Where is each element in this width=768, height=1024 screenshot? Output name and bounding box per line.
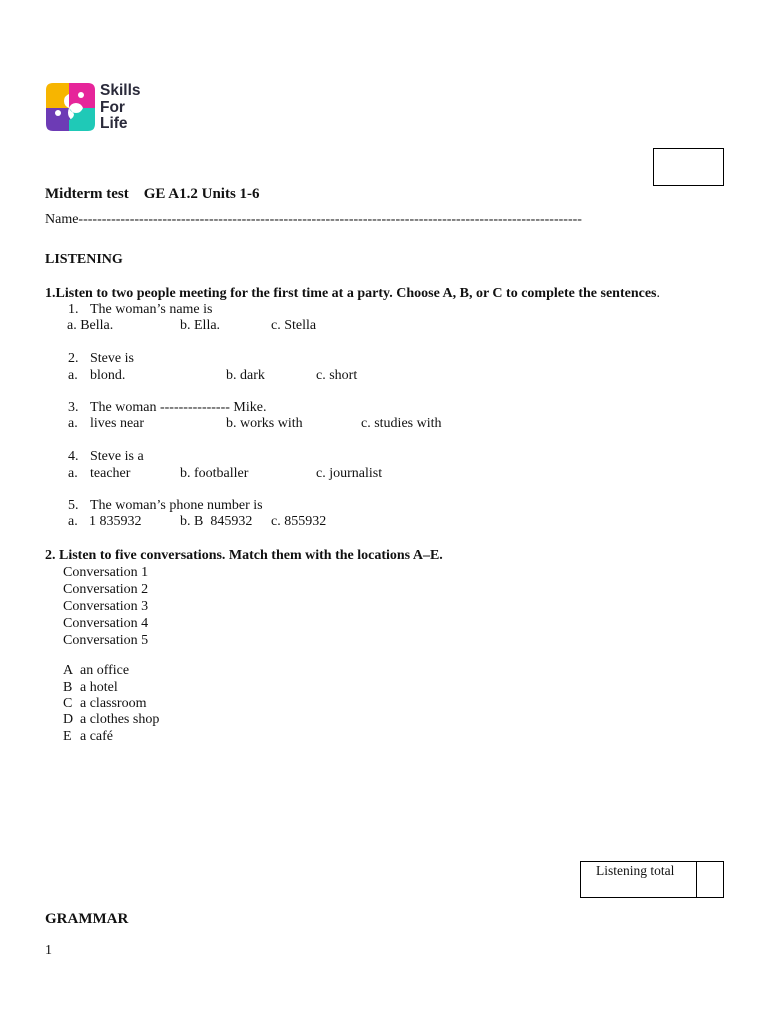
logo-dot [55, 110, 61, 116]
question-number: 5. [68, 498, 79, 513]
logo-dot [78, 92, 84, 98]
option-a: a. Bella. [67, 318, 114, 333]
task1-instruction [45, 287, 660, 301]
question-stem: Steve is a [90, 449, 144, 464]
question-number: 1. [68, 302, 79, 317]
question-stem: The woman’s phone number is [90, 498, 263, 513]
option-c: c. 855932 [271, 514, 327, 529]
logo-word-skills: Skills [100, 82, 141, 99]
score-box[interactable] [653, 148, 724, 186]
test-title: Midterm test GE A1.2 Units 1-6 [45, 186, 260, 202]
logo-yellow-piece [46, 83, 69, 108]
option-a: lives near [90, 416, 145, 431]
option-a-letter: a. [68, 466, 78, 481]
option-c: c. journalist [316, 466, 383, 481]
location-letter: E [63, 729, 72, 744]
listening-total-label: Listening total [596, 863, 675, 878]
question-number: 2. [68, 351, 79, 366]
option-c: c. Stella [271, 318, 317, 333]
option-a: teacher [90, 466, 131, 481]
name-line[interactable]: Name------------------------------------------------------------------------------------------------------------ [45, 212, 582, 227]
option-b: b. B 845932 [180, 514, 253, 529]
conversation-item: Conversation 2 [63, 582, 149, 597]
location-letter: A [63, 663, 74, 678]
grammar-heading: GRAMMAR [45, 911, 129, 927]
location-text: a clothes shop [80, 712, 160, 727]
logo-word-life: Life [100, 115, 128, 132]
conversation-item: Conversation 4 [63, 616, 149, 631]
task2-instruction: 2. Listen to five conversations. Match them with the locations A–E. [45, 548, 443, 563]
listening-heading: LISTENING [45, 252, 123, 267]
location-letter: D [63, 712, 74, 727]
option-a-letter: a. [68, 416, 78, 431]
logo-teal-piece [69, 108, 95, 131]
question-number: 3. [68, 400, 79, 415]
task1-instruction-text: 1.Listen to two people meeting for the first time at a party. Choose A, B, or C to complete the sentences [45, 286, 657, 301]
location-text: a hotel [80, 680, 118, 695]
location-text: a café [80, 729, 114, 744]
option-b: b. dark [226, 368, 265, 383]
location-text: a classroom [80, 696, 147, 711]
option-a-letter: a. [68, 514, 78, 529]
location-letter: C [63, 696, 73, 711]
option-c: c. studies with [361, 416, 442, 431]
grammar-item-number: 1 [45, 943, 52, 958]
option-a-letter: a. [68, 368, 78, 383]
option-b: b. works with [226, 416, 303, 431]
option-a: 1 835932 [89, 514, 142, 529]
question-number: 4. [68, 449, 79, 464]
location-letter: B [63, 680, 73, 695]
conversation-item: Conversation 5 [63, 633, 149, 648]
option-b: b. footballer [180, 466, 249, 481]
total-box-divider [696, 862, 697, 897]
option-a: blond. [90, 368, 126, 383]
option-c: c. short [316, 368, 358, 383]
task1-instruction-period: . [656, 286, 660, 301]
logo-wordmark [100, 83, 141, 133]
conversation-item: Conversation 1 [63, 565, 149, 580]
question-stem: The woman --------------- Mike. [90, 400, 267, 415]
conversation-item: Conversation 3 [63, 599, 149, 614]
question-stem: Steve is [90, 351, 134, 366]
logo-word-for: For [100, 98, 125, 116]
option-b: b. Ella. [180, 318, 221, 333]
location-text: an office [80, 663, 130, 678]
question-stem: The woman’s name is [90, 302, 213, 317]
